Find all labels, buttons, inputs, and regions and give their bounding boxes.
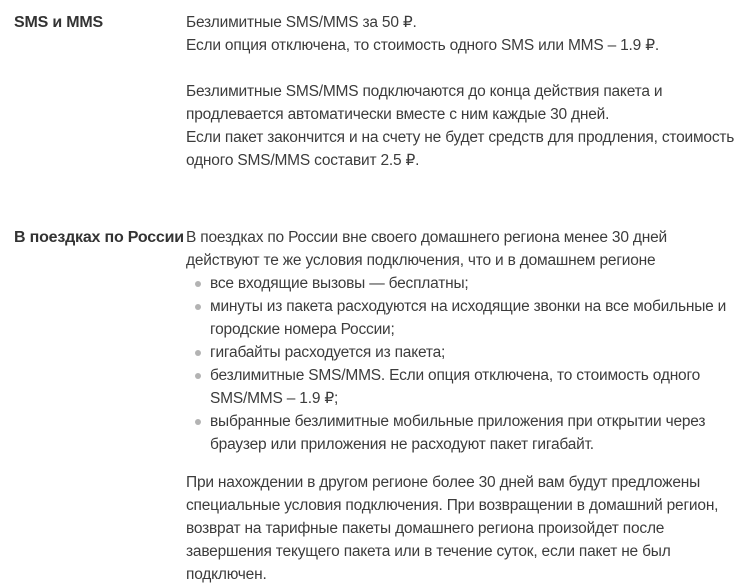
section-sms-mms-content [186, 11, 738, 172]
list-item [186, 364, 738, 410]
bullet-marker-icon [195, 281, 201, 287]
sms-disabled-price-line: Если опция отключена, то стоимость одного SMS или MMS – 1.9 ₽. [186, 37, 659, 54]
travel-outro-line: При нахождении в другом регионе более 30 дней вам будут предложены специальные условия подключения. При возвращении в домашний регион, возврат на тарифные пакеты домашнего региона произойдет после завершения текущего пакета или в течение суток, если пакет не был подключен. [186, 474, 719, 583]
travel-intro-paragraph [186, 226, 738, 272]
sms-expiry-price-line: Если пакет закончится и на счету не будет средств для продления, стоимость одного SMS/MMS составит 2.5 ₽. [186, 129, 735, 169]
sms-pricing-paragraph [186, 11, 738, 57]
list-item [186, 410, 738, 456]
sms-price-line: Безлимитные SMS/MMS за 50 ₽. [186, 14, 417, 31]
bullet-marker-icon [195, 419, 201, 425]
section-travel-russia [0, 226, 741, 586]
bullet-marker-icon [195, 350, 201, 356]
list-item [186, 272, 738, 295]
travel-outro-paragraph [186, 471, 738, 586]
list-item-text: безлимитные SMS/MMS. Если опция отключена, то стоимость одного SMS/MMS – 1.9 ₽; [210, 367, 701, 407]
list-item [186, 341, 738, 364]
sms-renewal-line: Безлимитные SMS/MMS подключаются до конца действия пакета и продлевается автоматически вместе с ним каждые 30 дней. [186, 83, 663, 123]
list-item-text: все входящие вызовы — бесплатны; [210, 275, 469, 292]
section-sms-mms-label-col [0, 11, 186, 34]
list-item [186, 295, 738, 341]
bullet-marker-icon [195, 304, 201, 310]
section-sms-mms [0, 11, 741, 172]
section-sms-mms-title: SMS и MMS [14, 14, 103, 31]
travel-conditions-list [186, 272, 738, 456]
list-item-text: гигабайты расходуется из пакета; [210, 344, 446, 361]
sms-renewal-paragraph [186, 80, 738, 172]
section-travel-russia-content [186, 226, 738, 586]
travel-intro-line: В поездках по России вне своего домашнего региона менее 30 дней действуют те же условия подключения, что и в домашнем регионе [186, 229, 667, 269]
list-item-text: минуты из пакета расходуются на исходящие звонки на все мобильные и городские номера России; [210, 298, 727, 338]
section-travel-russia-title: В поездках по России [14, 229, 184, 246]
section-travel-russia-label-col [0, 226, 186, 249]
bullet-marker-icon [195, 373, 201, 379]
list-item-text: выбранные безлимитные мобильные приложения при открытии через браузер или приложения не расходуют пакет гигабайт. [210, 413, 706, 453]
